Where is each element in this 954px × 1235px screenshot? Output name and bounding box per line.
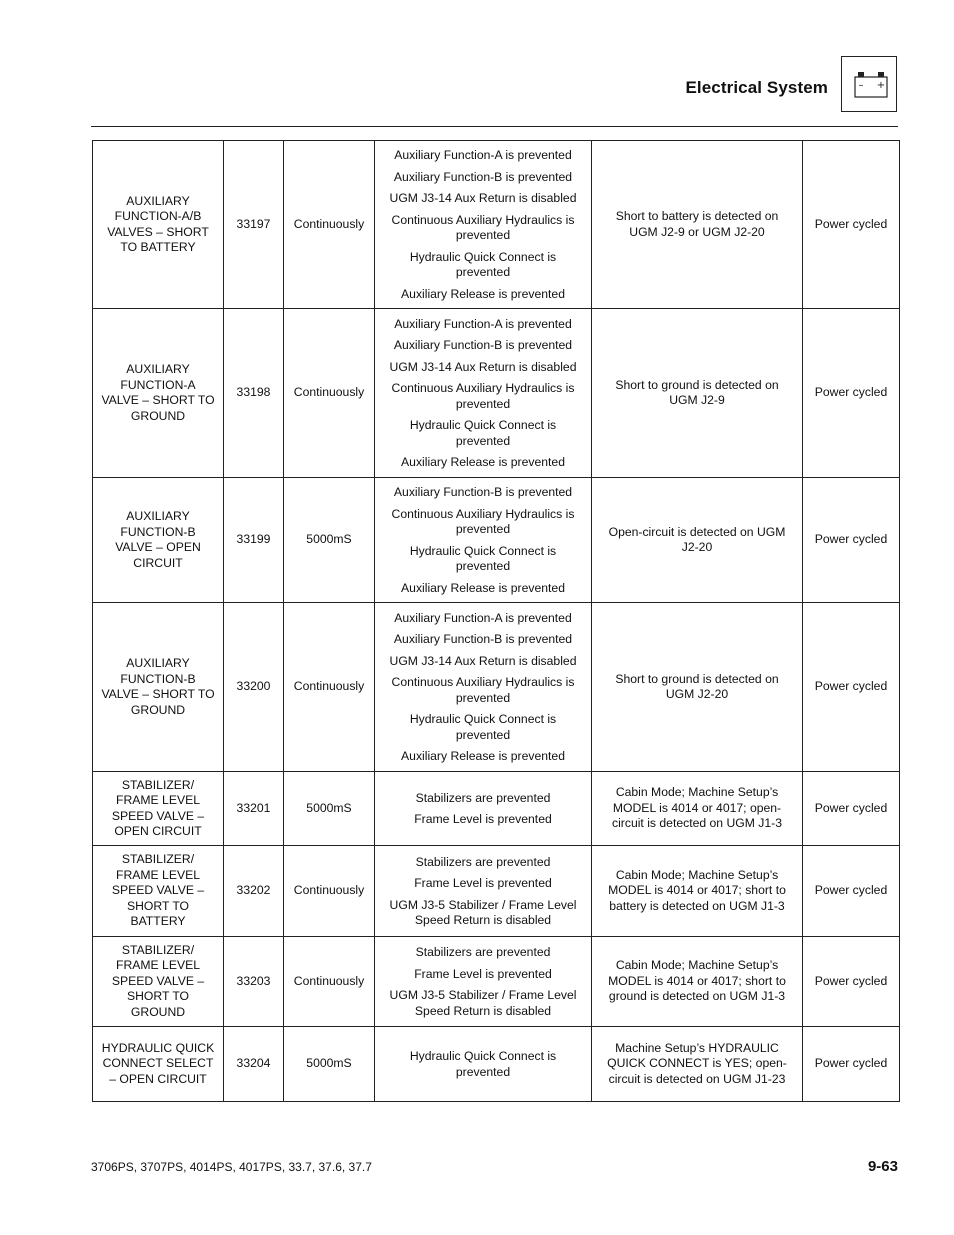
effect-item: Auxiliary Function-B is prevented (393, 169, 573, 184)
fault-code-cell: 33197 (224, 141, 284, 309)
fault-timing-cell: 5000mS (284, 772, 375, 846)
table-row (93, 1027, 900, 1102)
fault-name-cell: STABILIZER/ FRAME LEVEL SPEED VALVE – OPEN CIRCUIT (93, 772, 224, 846)
fault-condition-cell: Cabin Mode; Machine Setup’s MODEL is 4014 or 4017; short to battery is detected on UGM J1-3 (592, 846, 803, 937)
fault-name-cell: AUXILIARY FUNCTION-A/B VALVES – SHORT TO BATTERY (93, 141, 224, 309)
fault-effects-cell (375, 937, 592, 1027)
table-row (93, 846, 900, 937)
fault-code-cell: 33204 (224, 1027, 284, 1102)
fault-code-cell: 33200 (224, 603, 284, 772)
effect-item: UGM J3-14 Aux Return is disabled (389, 359, 577, 374)
effect-item: Auxiliary Release is prevented (401, 286, 565, 301)
fault-name-cell: STABILIZER/ FRAME LEVEL SPEED VALVE – SHORT TO BATTERY (93, 846, 224, 937)
fault-code-cell: 33198 (224, 309, 284, 478)
effect-item: Auxiliary Function-B is prevented (393, 632, 573, 646)
fault-recovery-cell: Power cycled (803, 141, 900, 309)
fault-recovery-cell: Power cycled (803, 478, 900, 603)
fault-table-body (93, 141, 900, 1102)
header-divider (91, 126, 898, 127)
effect-item: Hydraulic Quick Connect is prevented (409, 249, 557, 279)
fault-name-cell: AUXILIARY FUNCTION-A VALVE – SHORT TO GROUND (93, 309, 224, 478)
fault-timing-cell: 5000mS (284, 1027, 375, 1102)
battery-plus-label: + (876, 80, 886, 91)
table-row (93, 772, 900, 846)
table-row (93, 141, 900, 309)
fault-name-cell: AUXILIARY FUNCTION-B VALVE – SHORT TO GROUND (93, 603, 224, 772)
footer-models: 3706PS, 3707PS, 4014PS, 4017PS, 33.7, 37.6, 37.7 (91, 1160, 372, 1174)
fault-effects-cell (375, 478, 592, 603)
fault-condition-cell: Cabin Mode; Machine Setup’s MODEL is 4014 or 4017; open-circuit is detected on UGM J1-3 (592, 772, 803, 846)
battery-icon (841, 56, 897, 112)
effect-item: Continuous Auxiliary Hydraulics is prevented (391, 506, 575, 536)
effect-item: Auxiliary Function-A is prevented (394, 316, 572, 331)
effect-item: Frame Level is prevented (414, 966, 552, 981)
fault-recovery-cell: Power cycled (803, 309, 900, 478)
footer-page-number: 9-63 (867, 1158, 898, 1175)
effect-item: UGM J3-14 Aux Return is disabled (389, 653, 577, 668)
fault-code-cell: 33199 (224, 478, 284, 603)
fault-condition-cell: Short to ground is detected on UGM J2-9 (592, 309, 803, 478)
effect-item: Auxiliary Function-B is prevented (393, 338, 573, 352)
fault-timing-cell: Continuously (284, 603, 375, 772)
fault-effects-cell (375, 846, 592, 937)
fault-recovery-cell: Power cycled (803, 772, 900, 846)
fault-name-cell: AUXILIARY FUNCTION-B VALVE – OPEN CIRCUIT (93, 478, 224, 603)
effect-item: Continuous Auxiliary Hydraulics is prevented (391, 212, 575, 242)
fault-effects-cell (375, 141, 592, 309)
fault-effects-cell (375, 603, 592, 772)
fault-timing-cell: Continuously (284, 141, 375, 309)
fault-condition-cell: Cabin Mode; Machine Setup’s MODEL is 4014 or 4017; short to ground is detected on UGM J1-3 (592, 937, 803, 1027)
table-row (93, 603, 900, 772)
fault-effects-cell (375, 772, 592, 846)
effect-item: Auxiliary Function-A is prevented (394, 148, 572, 162)
effect-item: UGM J3-5 Stabilizer / Frame Level Speed Return is disabled (389, 897, 577, 927)
fault-condition-cell: Short to battery is detected on UGM J2-9 or UGM J2-20 (592, 141, 803, 309)
effect-item: Stabilizers are prevented (415, 945, 551, 959)
effect-item: Auxiliary Release is prevented (401, 749, 565, 763)
fault-timing-cell: Continuously (284, 846, 375, 937)
fault-effects-cell (375, 309, 592, 478)
fault-recovery-cell: Power cycled (803, 603, 900, 772)
effect-item: UGM J3-5 Stabilizer / Frame Level Speed Return is disabled (389, 988, 577, 1018)
table-row (93, 478, 900, 603)
fault-name-cell: STABILIZER/ FRAME LEVEL SPEED VALVE – SHORT TO GROUND (93, 937, 224, 1027)
fault-recovery-cell: Power cycled (803, 1027, 900, 1102)
fault-timing-cell: Continuously (284, 937, 375, 1027)
effect-item: Auxiliary Function-B is prevented (393, 485, 573, 499)
fault-code-cell: 33203 (224, 937, 284, 1027)
effect-item: Continuous Auxiliary Hydraulics is prevented (391, 675, 575, 705)
table-row (93, 309, 900, 478)
effect-item: Hydraulic Quick Connect is prevented (409, 1049, 557, 1079)
fault-condition-cell: Short to ground is detected on UGM J2-20 (592, 603, 803, 772)
effect-item: Hydraulic Quick Connect is prevented (409, 418, 557, 448)
effect-item: Frame Level is prevented (414, 812, 552, 826)
fault-condition-cell: Machine Setup’s HYDRAULIC QUICK CONNECT is YES; open-circuit is detected on UGM J1-23 (592, 1027, 803, 1102)
effect-item: Auxiliary Function-A is prevented (394, 610, 572, 625)
effect-item: Continuous Auxiliary Hydraulics is prevented (391, 381, 575, 411)
page-header-title: Electrical System (685, 78, 828, 97)
fault-name-cell: HYDRAULIC QUICK CONNECT SELECT – OPEN CIRCUIT (93, 1027, 224, 1102)
fault-recovery-cell: Power cycled (803, 846, 900, 937)
fault-code-cell: 33202 (224, 846, 284, 937)
fault-timing-cell: Continuously (284, 309, 375, 478)
battery-minus-label: – (858, 80, 864, 91)
fault-effects-cell (375, 1027, 592, 1102)
table-row (93, 937, 900, 1027)
effect-item: Auxiliary Release is prevented (401, 455, 565, 469)
effect-item: UGM J3-14 Aux Return is disabled (389, 191, 577, 205)
fault-code-cell: 33201 (224, 772, 284, 846)
effect-item: Stabilizers are prevented (415, 790, 551, 805)
fault-condition-cell: Open-circuit is detected on UGM J2-20 (592, 478, 803, 603)
fault-code-table (92, 140, 900, 1102)
fault-timing-cell: 5000mS (284, 478, 375, 603)
effect-item: Frame Level is prevented (414, 876, 552, 890)
effect-item: Hydraulic Quick Connect is prevented (409, 543, 557, 573)
effect-item: Stabilizers are prevented (415, 854, 551, 869)
effect-item: Auxiliary Release is prevented (401, 580, 565, 595)
fault-recovery-cell: Power cycled (803, 937, 900, 1027)
effect-item: Hydraulic Quick Connect is prevented (409, 712, 557, 742)
